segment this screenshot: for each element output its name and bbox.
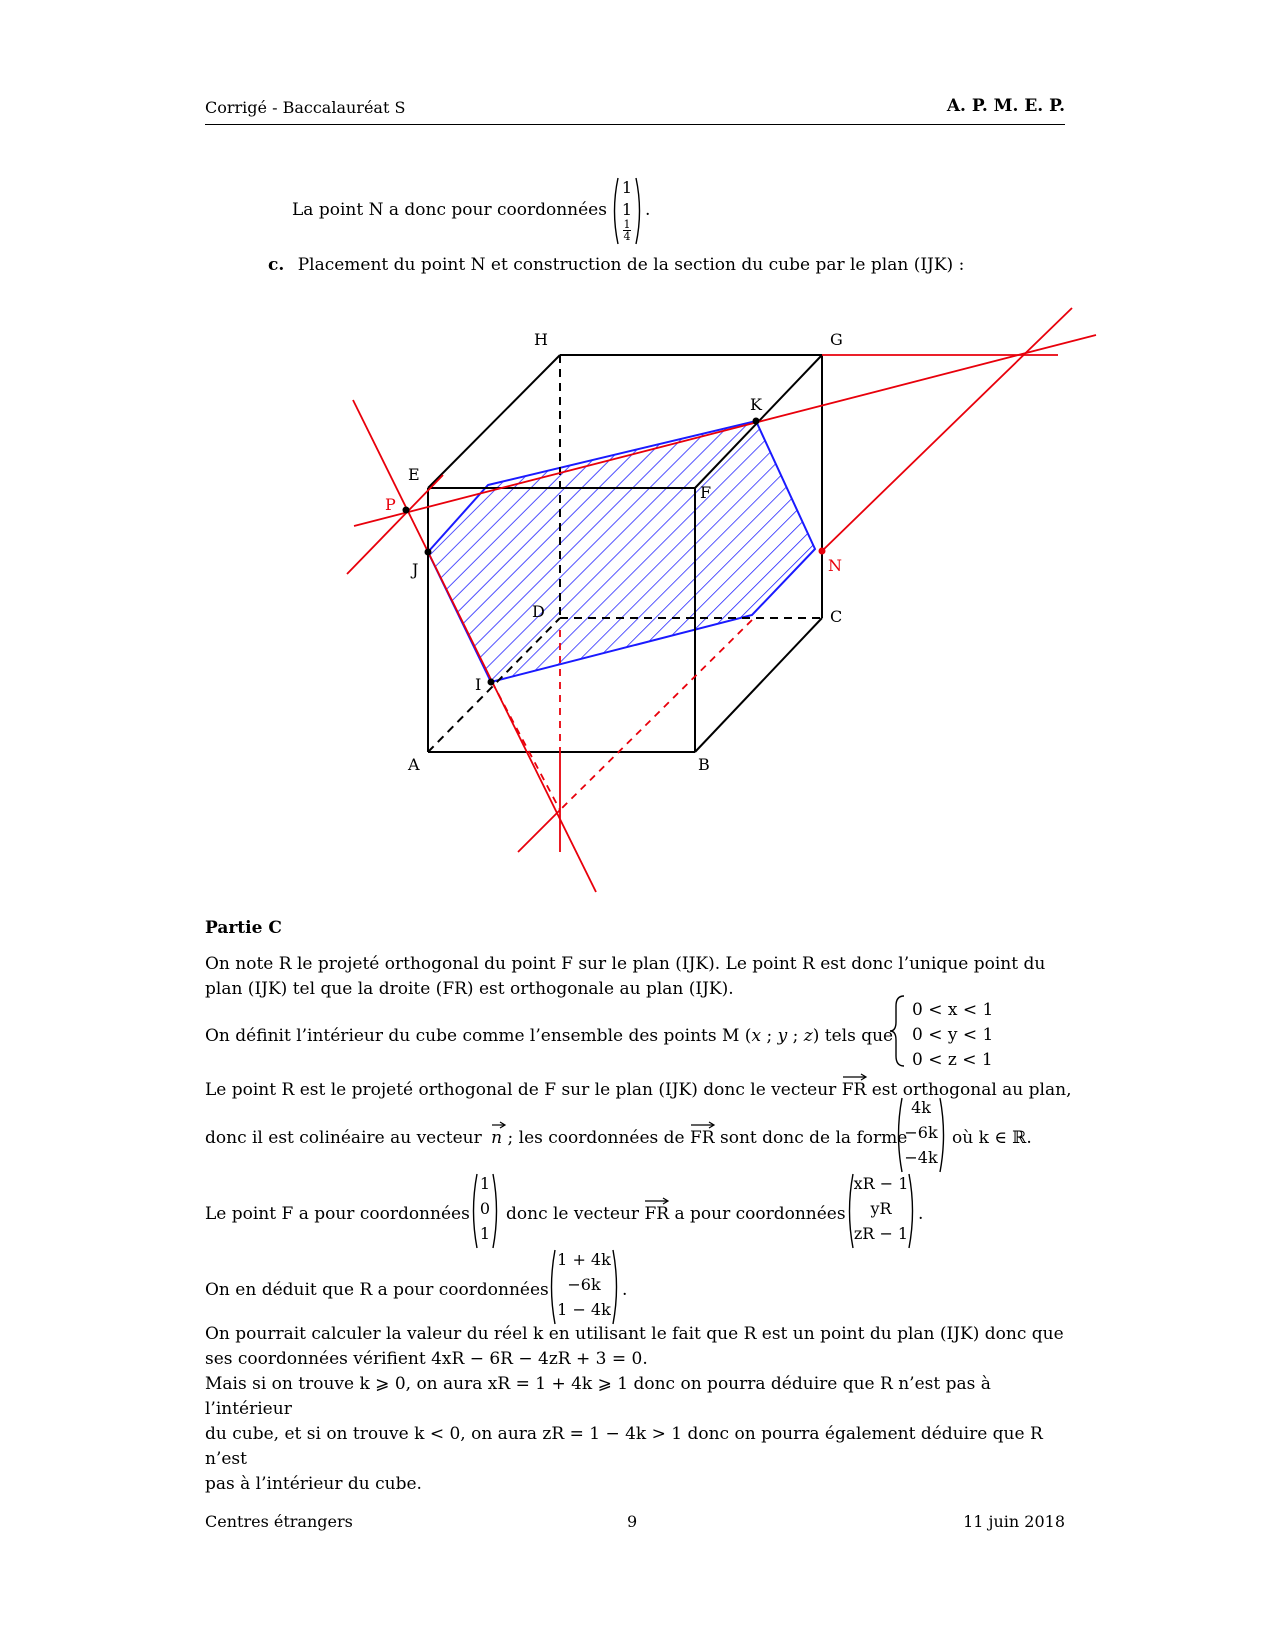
- p4-middle: [506, 1204, 846, 1224]
- n-point-end: .: [645, 200, 651, 220]
- p2-var-y: y: [777, 1026, 788, 1046]
- system-row-1: 0 < x < 1: [912, 1000, 994, 1020]
- item-c-text: Placement du point N et construction de la section du cube par le plan (IJK) :: [297, 255, 965, 275]
- vec-FR-2: FR: [690, 1128, 715, 1148]
- R-coords-vector: [548, 1248, 620, 1326]
- frac-den: 4: [623, 230, 631, 243]
- p2-sentence: [205, 1026, 893, 1046]
- p6-line1: On pourrait calculer la valeur du réel k en utilisant le fait que R est un point du plan (IJK) donc que: [205, 1324, 1064, 1344]
- p6-line5: pas à l’intérieur du cube.: [205, 1474, 422, 1494]
- p2-text: On définit l’intérieur du cube comme l’ensemble des points M (: [205, 1026, 752, 1046]
- system-row-3: 0 < z < 1: [912, 1050, 993, 1070]
- label-N: N: [828, 556, 842, 575]
- form-vector: [895, 1096, 947, 1174]
- label-F: F: [700, 483, 712, 502]
- edge-BC: [695, 618, 822, 752]
- form-coord-2: −6k: [904, 1123, 938, 1142]
- vec-FR-3: FR: [644, 1204, 669, 1224]
- F-coord-y: 0: [479, 1199, 491, 1218]
- header-right: A. P. M. E. P.: [946, 96, 1065, 116]
- label-A: A: [408, 755, 420, 774]
- label-B: B: [698, 755, 710, 774]
- label-K: K: [750, 395, 762, 414]
- p5-end: .: [622, 1280, 628, 1300]
- p2-sep-2: ;: [787, 1026, 804, 1046]
- point-I: [488, 679, 495, 686]
- p6-line2: ses coordonnées vérifient 4xR − 6R − 4zR + 3 = 0.: [205, 1349, 648, 1369]
- point-P: [403, 507, 410, 514]
- system-brace: [888, 994, 906, 1068]
- F-coord-z: 1: [479, 1224, 491, 1243]
- point-N: [819, 548, 826, 555]
- line-N-ext: [518, 810, 560, 852]
- footer-date: 11 juin 2018: [963, 1512, 1065, 1531]
- label-I: I: [475, 675, 482, 694]
- p3-line2d: où k ∈ ℝ.: [952, 1128, 1032, 1148]
- p3-line1a: Le point R est le projeté orthogonal de F sur le plan (IJK) donc le vecteur: [205, 1080, 837, 1100]
- footer-left: Centres étrangers: [205, 1512, 353, 1531]
- label-P: P: [385, 495, 396, 514]
- label-D: D: [532, 602, 545, 621]
- header-left: Corrigé - Baccalauréat S: [205, 98, 406, 117]
- vector-arrow: [842, 1073, 868, 1081]
- item-c-marker: c.: [268, 255, 285, 275]
- F-coords-vector: [470, 1172, 500, 1250]
- vec-FR-1: FR: [842, 1080, 867, 1100]
- FR-coord-y: yR: [870, 1199, 892, 1218]
- label-H: H: [534, 330, 548, 349]
- p3-line2: [205, 1128, 907, 1148]
- p4-a: Le point F a pour coordonnées: [205, 1204, 470, 1224]
- p4-c: a pour coordonnées: [674, 1204, 846, 1224]
- point-K: [753, 418, 760, 425]
- p2-var-z: z: [803, 1026, 813, 1046]
- vector-arrow: [644, 1197, 670, 1205]
- p2-end: ) tels que: [812, 1026, 894, 1046]
- R-coord-z: 1 − 4k: [557, 1300, 611, 1319]
- p3-line1b: est orthogonal au plan,: [871, 1080, 1072, 1100]
- vector-arrow: [491, 1121, 507, 1129]
- partie-c-title: Partie C: [205, 918, 282, 938]
- n-coord-x: 1: [621, 178, 633, 197]
- p2-var-x: x: [751, 1026, 762, 1046]
- edge-EH: [428, 355, 560, 488]
- p6-line4: du cube, et si on trouve k < 0, on aura zR = 1 − 4k > 1 donc on pourra également déduire que R n’est: [205, 1424, 1043, 1469]
- vec-n: n: [491, 1128, 502, 1148]
- p5-a: On en déduit que R a pour coordonnées: [205, 1280, 549, 1300]
- n-point-text: La point N a donc pour coordonnées: [292, 200, 607, 220]
- p6-line3: Mais si on trouve k ⩾ 0, on aura xR = 1 + 4k ⩾ 1 donc on pourra déduire que R n’est pas à l’intérieur: [205, 1374, 991, 1419]
- line-N-upper: [822, 308, 1072, 551]
- paragraph-1: [205, 952, 1065, 1002]
- point-J: [425, 549, 432, 556]
- p3-line2c: sont donc de la forme: [720, 1128, 908, 1148]
- R-coord-y: −6k: [567, 1275, 601, 1294]
- section-polygon: [428, 421, 815, 682]
- frac-num: 1: [623, 218, 631, 231]
- label-C: C: [830, 607, 843, 626]
- p4-end: .: [918, 1204, 924, 1224]
- FR-coords-vector: [846, 1172, 916, 1250]
- label-J: J: [412, 560, 419, 579]
- p3-line2a: donc il est colinéaire au vecteur: [205, 1128, 482, 1148]
- FR-coord-z: zR − 1: [853, 1224, 909, 1243]
- p1-line2: plan (IJK) tel que la droite (FR) est orthogonale au plan (IJK).: [205, 979, 734, 999]
- vector-arrow: [690, 1121, 716, 1129]
- p4-b: donc le vecteur: [506, 1204, 640, 1224]
- system-row-2: 0 < y < 1: [912, 1025, 994, 1045]
- footer-page-number: 9: [627, 1512, 638, 1531]
- p3-line2b: ; les coordonnées de: [507, 1128, 685, 1148]
- paragraph-6: [205, 1322, 1065, 1497]
- F-coord-x: 1: [479, 1174, 491, 1193]
- label-E: E: [408, 465, 420, 484]
- form-coord-1: 4k: [911, 1098, 931, 1117]
- form-coord-3: −4k: [904, 1148, 938, 1167]
- n-coord-y: 1: [621, 200, 633, 219]
- p1-line1: On note R le projeté orthogonal du point F sur le plan (IJK). Le point R est donc l’unique point du: [205, 954, 1046, 974]
- p2-sep-1: ;: [761, 1026, 778, 1046]
- FR-coord-x: xR − 1: [853, 1174, 909, 1193]
- label-G: G: [830, 330, 843, 349]
- R-coord-x: 1 + 4k: [557, 1250, 611, 1269]
